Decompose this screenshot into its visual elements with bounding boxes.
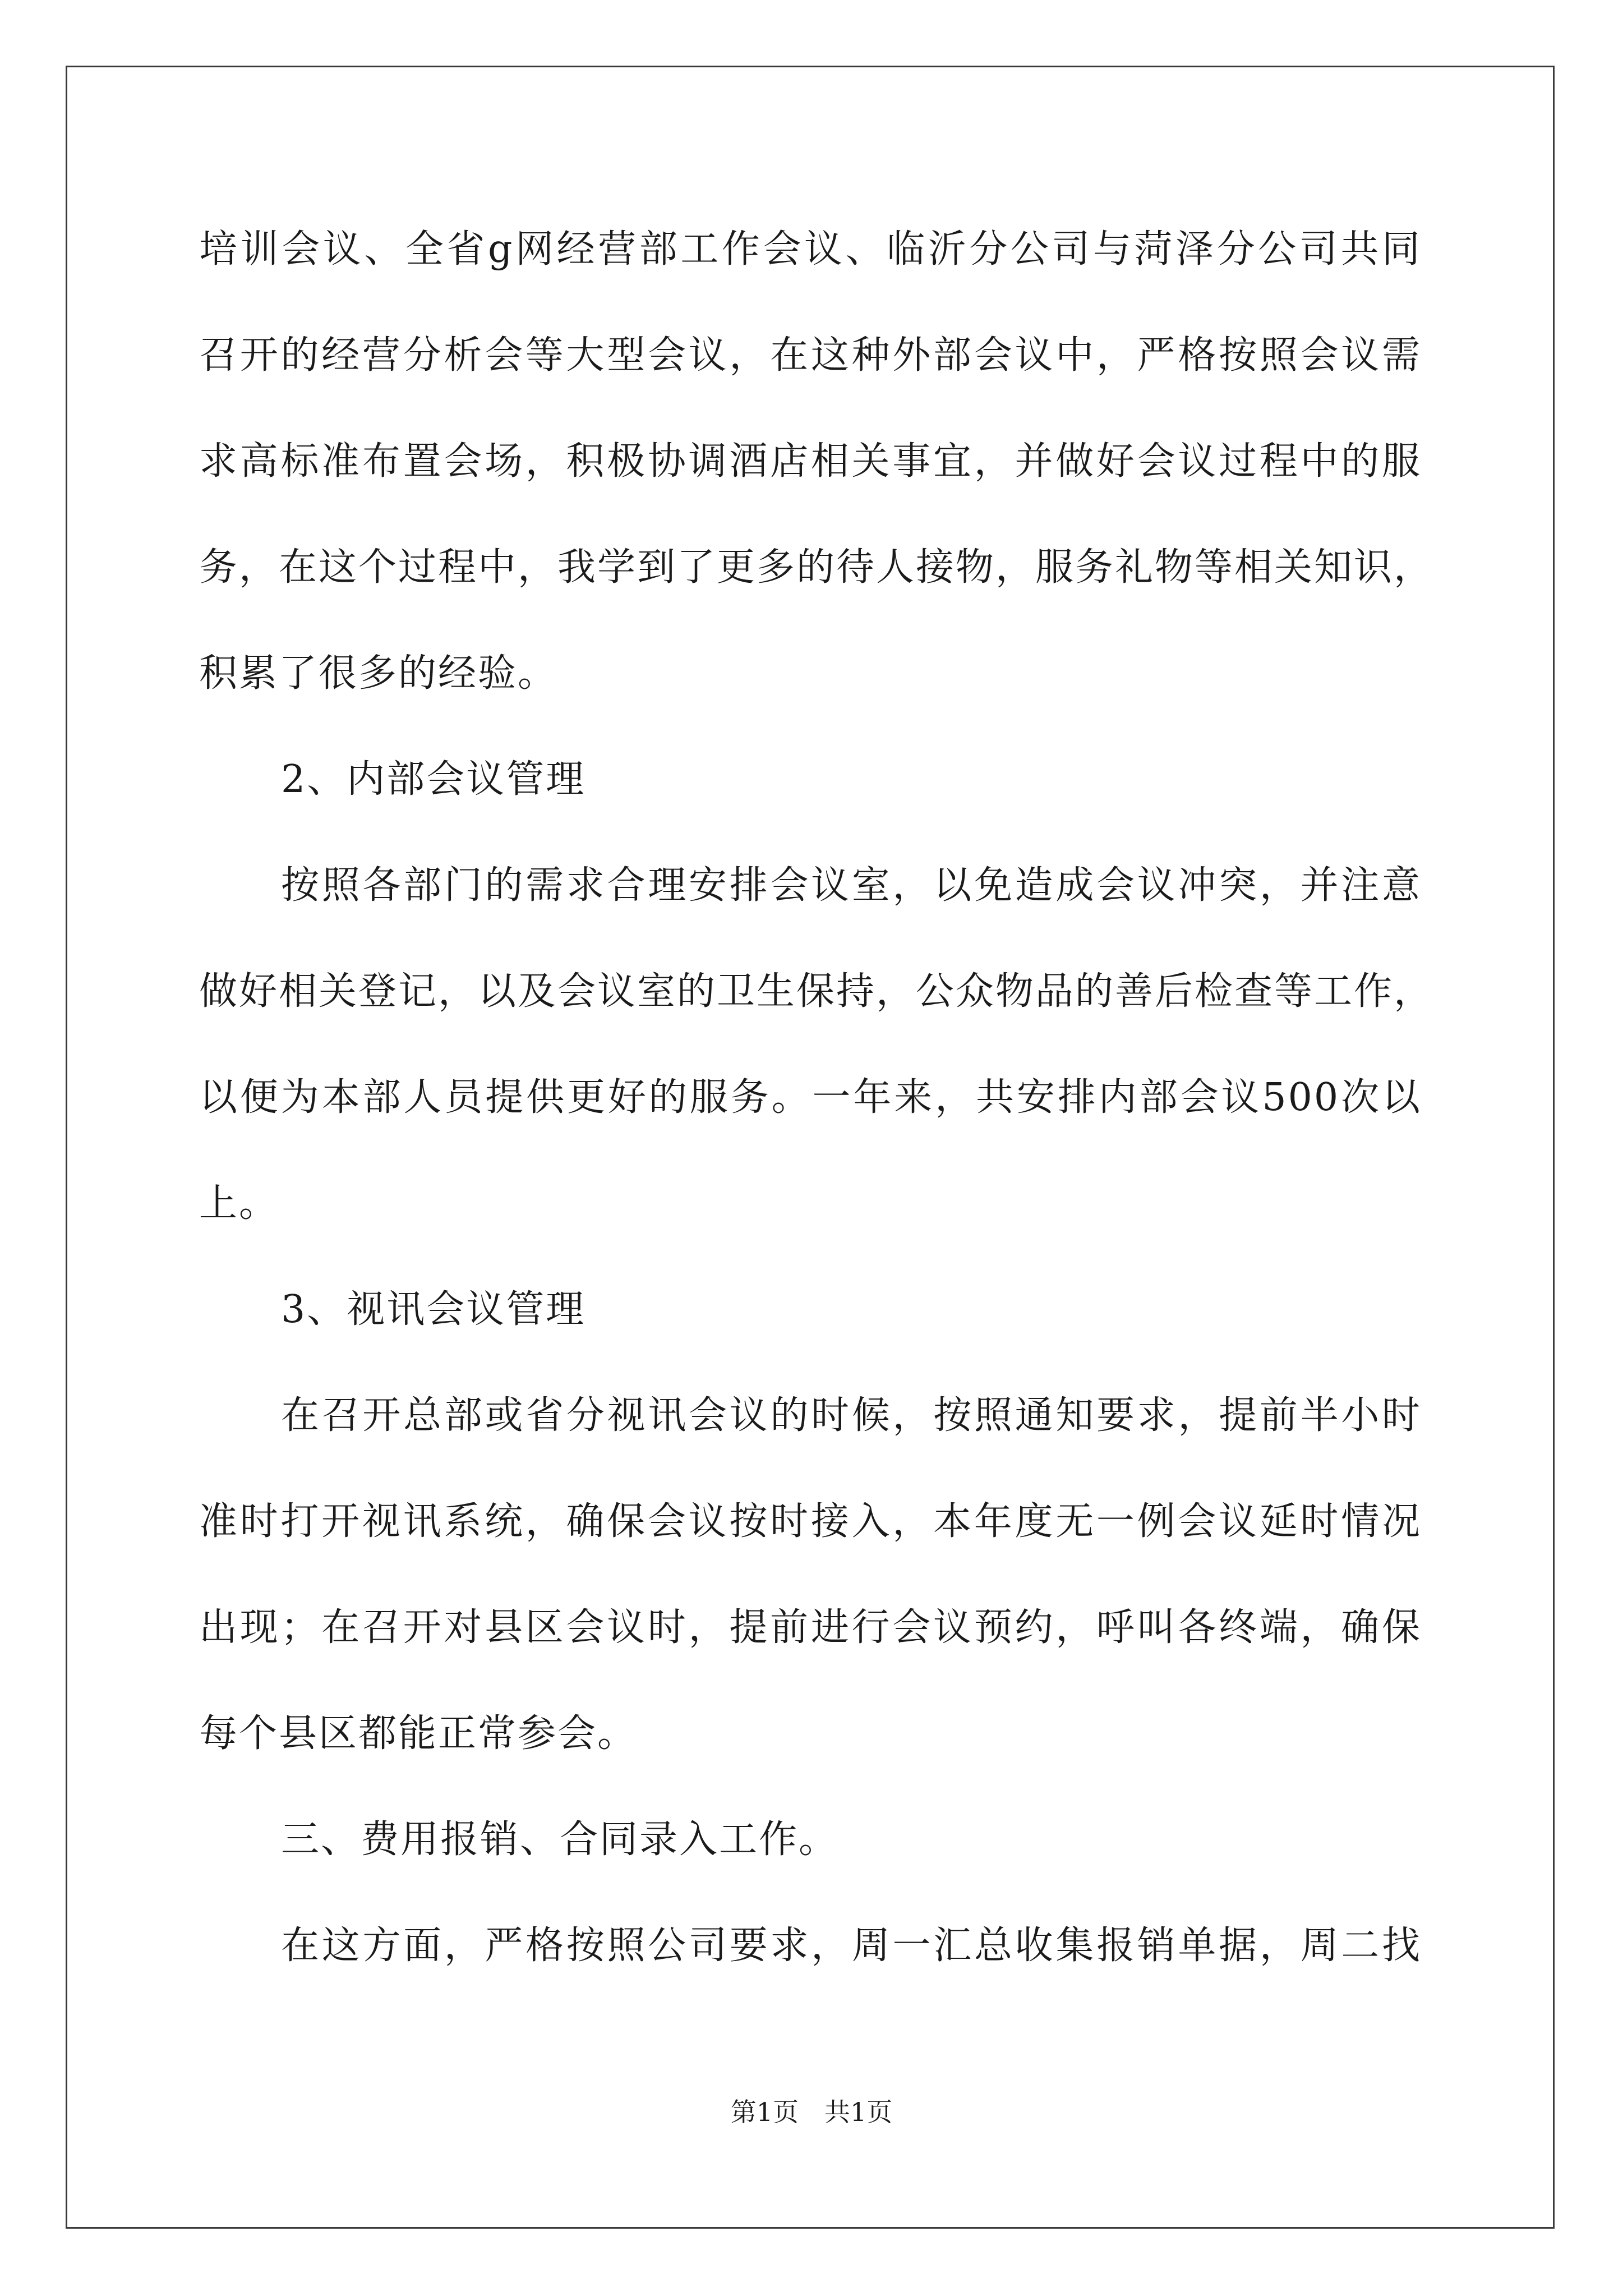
text-line: 每个县区都能正常参会。 (199, 1711, 638, 1756)
text-line: 准时打开视讯系统，确保会议按时接入，本年度无一例会议延时情况 (199, 1499, 1422, 1544)
text-line: 出现；在召开对县区会议时，提前进行会议预约，呼叫各终端，确保 (199, 1605, 1422, 1650)
text-line: 召开的经营分析会等大型会议，在这种外部会议中，严格按照会议需 (199, 333, 1422, 378)
section-heading: 3、视讯会议管理 (281, 1287, 586, 1332)
text-line: 务，在这个过程中，我学到了更多的待人接物，服务礼物等相关知识， (199, 545, 1434, 590)
text-line: 做好相关登记，以及会议室的卫生保持，公众物品的善后检查等工作， (199, 969, 1434, 1014)
text-line: 培训会议、全省g网经营部工作会议、临沂分公司与菏泽分公司共同 (199, 227, 1422, 272)
document-body (199, 208, 1434, 2010)
text-line: 上。 (199, 1181, 279, 1226)
text-line: 以便为本部人员提供更好的服务。一年来，共安排内部会议500次以 (199, 1075, 1422, 1120)
section-heading: 三、费用报销、合同录入工作。 (281, 1818, 839, 1862)
text-line: 积累了很多的经验。 (199, 651, 558, 696)
text-line: 在这方面，严格按照公司要求，周一汇总收集报销单据，周二找 (281, 1924, 1422, 1968)
text-line: 按照各部门的需求合理安排会议室，以免造成会议冲突，并注意 (281, 863, 1422, 908)
text-line: 求高标准布置会场，积极协调酒店相关事宜，并做好会议过程中的服 (199, 439, 1422, 484)
text-line: 在召开总部或省分视讯会议的时候，按照通知要求，提前半小时 (281, 1393, 1422, 1438)
page-footer: 第1页 共1页 (730, 2097, 893, 2127)
section-heading: 2、内部会议管理 (281, 757, 586, 802)
